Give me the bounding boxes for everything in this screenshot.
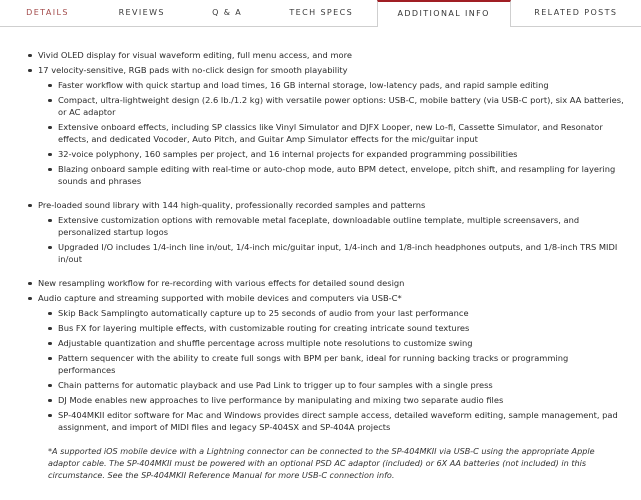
feature-group-1 [28, 49, 627, 187]
feature-list [28, 49, 627, 187]
sub-feature-list [38, 79, 627, 187]
sub-feature-item: DJ Mode enables new approaches to live performance by manipulating and mixing two separate audio files [48, 394, 627, 406]
sub-feature-item: Blazing onboard sample editing with real-time or auto-chop mode, auto BPM detect, envelope, pitch shift, and resampling for layering sounds and phrases [48, 163, 627, 187]
usb-c-footnote: *A supported iOS mobile device with a Lightning connector can be connected to the SP-404MKII via USB-C using the appropriate Apple adaptor cable. The SP-404MKII must be powered with an optional PSD AC adaptor (included) or 6X AA batteries (not included) in this circumstance. See the SP-404MKII Reference Manual for more USB-C connection info. [48, 446, 595, 480]
sub-feature-item: Extensive customization options with removable metal faceplate, downloadable outline template, multiple screensavers, and personalized startup logos [48, 214, 627, 238]
feature-item: New resampling workflow for re-recording with various effects for detailed sound design [28, 277, 627, 289]
sub-feature-item: SP-404MKII editor software for Mac and Windows provides direct sample access, detailed waveform editing, sample management, pad assignment, and import of MIDI files and legacy SP-404SX and SP-404A projects [48, 409, 627, 433]
sub-feature-list [38, 214, 627, 265]
tab-bar [0, 0, 641, 27]
sub-feature-item: Upgraded I/O includes 1/4-inch line in/out, 1/4-inch mic/guitar input, 1/4-inch and 1/8-inch headphones outputs, and 1/8-inch TRS MIDI in/out [48, 241, 627, 265]
feature-group-2 [28, 199, 627, 265]
feature-list [28, 199, 627, 265]
sub-feature-item: Adjustable quantization and shuffle percentage across multiple note resolutions to customize swing [48, 337, 627, 349]
sub-feature-item: Extensive onboard effects, including SP classics like Vinyl Simulator and DJFX Looper, new Lo-fi, Cassette Simulator, and Resonator effects, and dedicated Vocoder, Auto Pitch, and Guitar Amp Simulator effects for the mic/guitar input [48, 121, 627, 145]
tab-reviews[interactable]: REVIEWS [118, 8, 165, 17]
tab-related-posts[interactable]: RELATED POSTS [534, 8, 618, 17]
feature-item: Vivid OLED display for visual waveform editing, full menu access, and more [28, 49, 627, 61]
additional-info-panel [0, 27, 641, 481]
feature-list [28, 277, 627, 433]
feature-text: Audio capture and streaming supported with mobile devices and computers via USB-C* [38, 293, 402, 303]
feature-item [28, 199, 627, 265]
sub-feature-item: Bus FX for layering multiple effects, with customizable routing for creating intricate sound textures [48, 322, 627, 334]
tab-additional-info[interactable]: ADDITIONAL INFO [377, 0, 511, 27]
feature-text: 17 velocity-sensitive, RGB pads with no-click design for smooth playability [38, 65, 348, 75]
feature-group-3 [28, 277, 627, 433]
feature-item [28, 64, 627, 187]
sub-feature-list [38, 307, 627, 433]
sub-feature-item: Chain patterns for automatic playback and use Pad Link to trigger up to four samples with a single press [48, 379, 627, 391]
feature-item [28, 292, 627, 433]
tab-tech-specs[interactable]: TECH SPECS [289, 8, 354, 17]
feature-text: Pre-loaded sound library with 144 high-quality, professionally recorded samples and patterns [38, 200, 426, 210]
sub-feature-item: Faster workflow with quick startup and load times, 16 GB internal storage, low-latency pads, and rapid sample editing [48, 79, 627, 91]
sub-feature-item: Compact, ultra-lightweight design (2.6 lb./1.2 kg) with versatile power options: USB-C, mobile battery (via USB-C port), six AA batteries, or AC adaptor [48, 94, 627, 118]
tab-details[interactable]: DETAILS [26, 8, 69, 17]
sub-feature-item: Pattern sequencer with the ability to create full songs with BPM per bank, ideal for running backing tracks or programming performances [48, 352, 627, 376]
sub-feature-item: 32-voice polyphony, 160 samples per project, and 16 internal projects for expanded programming possibilities [48, 148, 627, 160]
sub-feature-item: Skip Back Samplingto automatically capture up to 25 seconds of audio from your last performance [48, 307, 627, 319]
tab-q-and-a[interactable]: Q & A [212, 8, 243, 17]
